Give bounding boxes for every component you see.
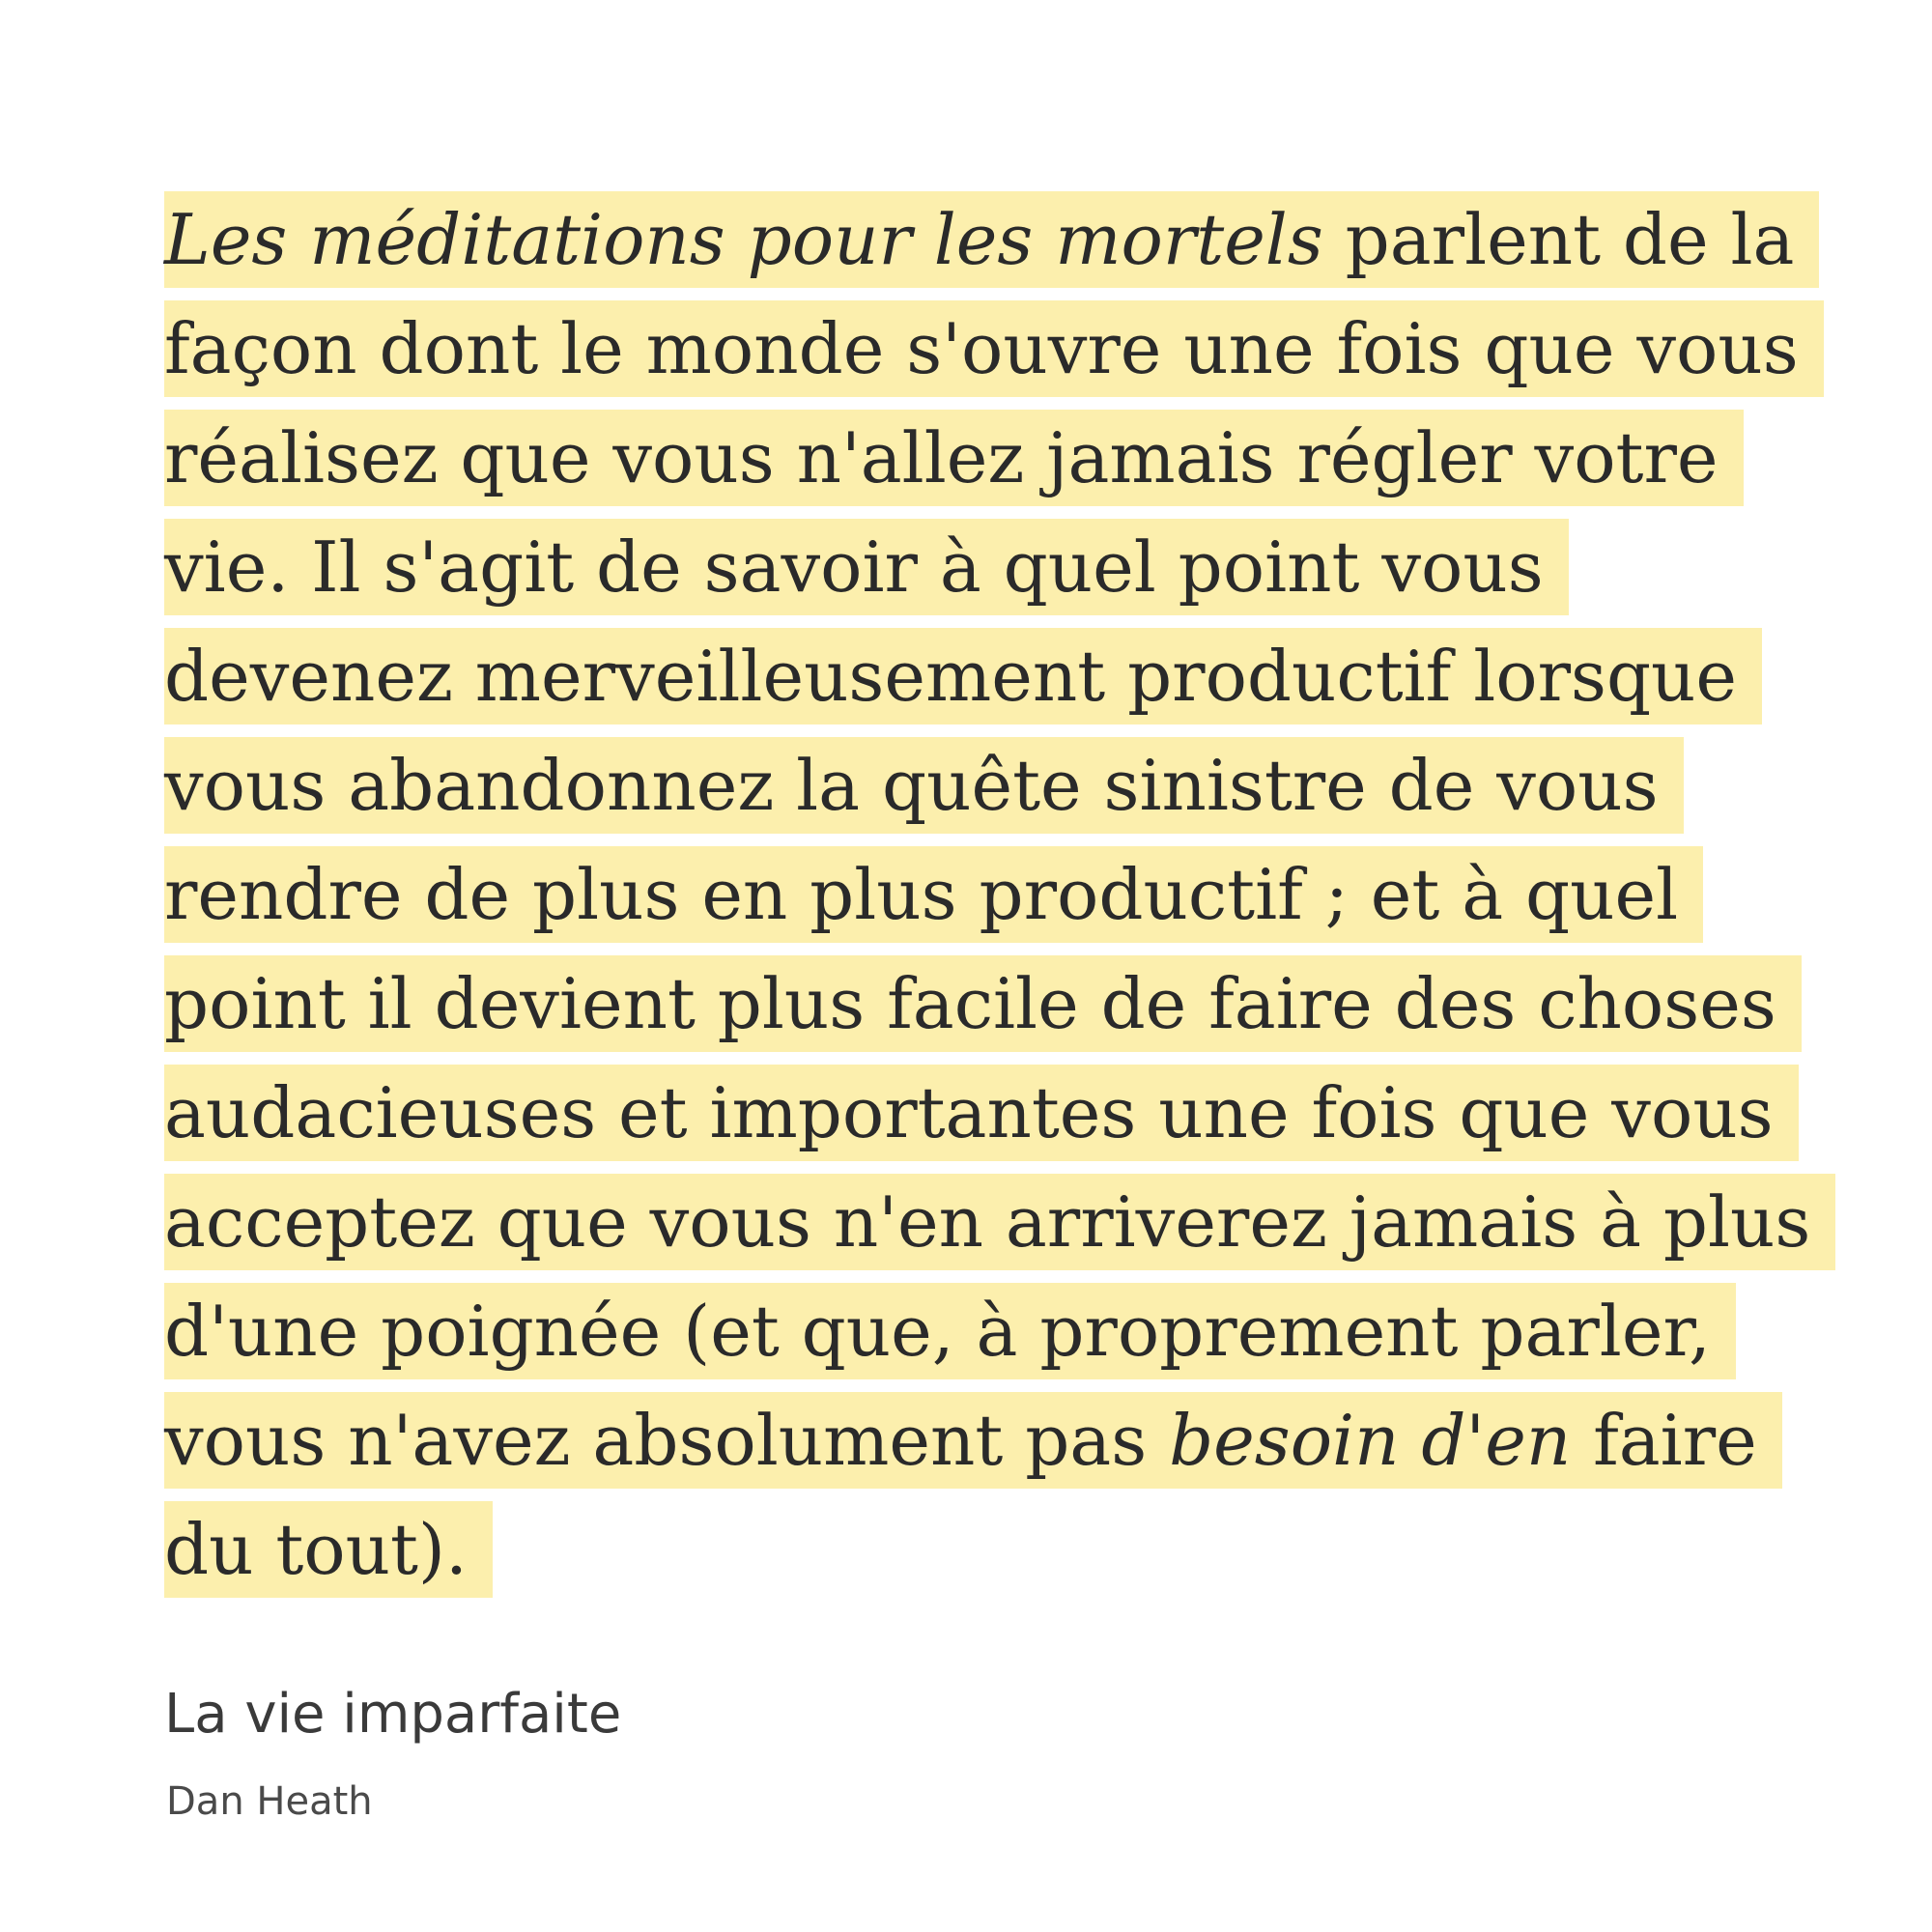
highlight-span[interactable] [164, 300, 1824, 397]
highlight-span[interactable] [164, 846, 1703, 943]
quote-line [164, 300, 1806, 410]
quote-text: réalisez que vous n'allez jamais régler votre [164, 417, 1719, 498]
quote-line [164, 1501, 1806, 1610]
highlight-span[interactable] [164, 737, 1684, 834]
emphasis-italic: besoin d'en [1169, 1400, 1572, 1481]
quote-text: du tout). [164, 1509, 468, 1590]
quote-text: devenez merveilleusement productif lorsque [164, 636, 1738, 717]
quote-text: rendre de plus en plus productif ; et à quel [164, 854, 1679, 935]
book-title: La vie imparfaite [164, 1683, 622, 1746]
quote-line [164, 1283, 1806, 1392]
highlight-span[interactable] [164, 955, 1802, 1052]
quote-text: vous abandonnez la quête sinistre de vous [164, 745, 1659, 826]
quote-text: faire [1571, 1400, 1757, 1481]
quote-text: façon dont le monde s'ouvre une fois que vous [164, 308, 1799, 389]
quote-text: vous n'avez absolument pas [164, 1400, 1170, 1481]
quote-text: point il devient plus facile de faire des choses [164, 963, 1776, 1044]
quote-line [164, 191, 1806, 300]
highlight-span[interactable] [164, 1501, 493, 1598]
quote-line [164, 1392, 1806, 1501]
highlight-span[interactable] [164, 519, 1569, 615]
quote-line [164, 519, 1806, 628]
book-author: Dan Heath [166, 1779, 373, 1824]
quote-text: audacieuses et importantes une fois que vous [164, 1072, 1774, 1153]
highlight-span[interactable] [164, 1283, 1736, 1379]
highlight-span[interactable] [164, 1065, 1799, 1161]
highlight-span[interactable] [164, 628, 1762, 724]
quote-text: acceptez que vous n'en arriverez jamais à plus [164, 1181, 1811, 1263]
quote-text: parlent de la [1322, 199, 1795, 280]
quote-line [164, 1065, 1806, 1174]
quote-line [164, 955, 1806, 1065]
quote-text: d'une poignée (et que, à proprement parler, [164, 1291, 1711, 1372]
highlight-span[interactable] [164, 191, 1819, 288]
quote-line [164, 1174, 1811, 1283]
book-title-italic: Les méditations pour les mortels [164, 199, 1323, 280]
highlight-span[interactable] [164, 410, 1744, 506]
highlight-span[interactable] [164, 1392, 1782, 1489]
quote-line [164, 846, 1806, 955]
highlight-span[interactable] [164, 1174, 1835, 1270]
quote-line [164, 410, 1806, 519]
quote-text: vie. Il s'agit de savoir à quel point vous [164, 526, 1544, 608]
quote-line [164, 737, 1806, 846]
quote-line [164, 628, 1806, 737]
highlighted-quote [164, 191, 1811, 1610]
